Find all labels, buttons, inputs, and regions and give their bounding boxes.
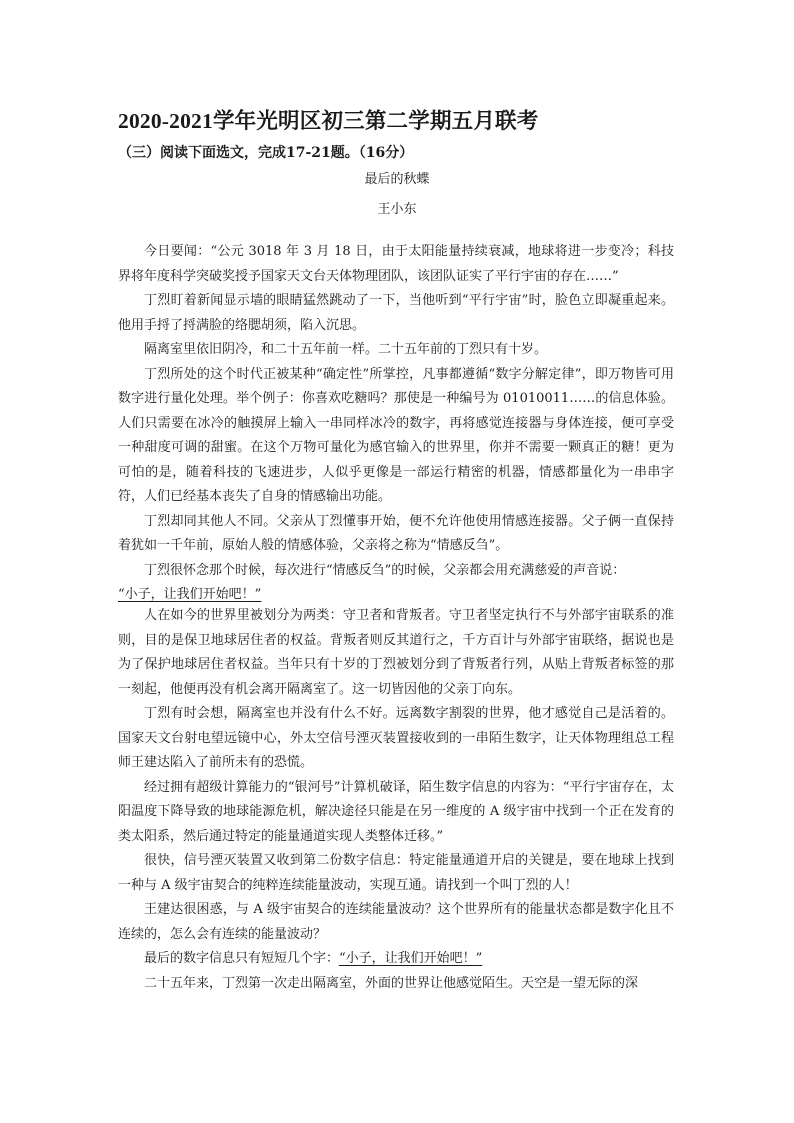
paragraph: 很快，信号湮灭装置又收到第二份数字信息：特定能量通道开启的关键是，要在地球上找到一种与 A 级宇宙契合的纯粹连续能量波动，实现互通。请找到一个叫丁烈的人！ <box>118 853 674 893</box>
paragraph: 二十五年来，丁烈第一次走出隔离室，外面的世界让他感觉陌生。天空是一望无际的深 <box>144 975 639 991</box>
article-body-part-1 <box>118 240 674 608</box>
quote-underlined: “小子，让我们开始吧！” <box>118 587 262 602</box>
paragraph: 丁烈很怀念那个时候，每次进行“情感反刍”的时候，父亲都会用充满慈爱的声音说： <box>144 562 626 578</box>
exam-title: 2020-2021学年光明区初三第二学期五月联考 <box>118 109 539 133</box>
paragraph: 王建达很困惑，与 A 级宇宙契合的连续能量波动？这个世界所有的能量状态都是数字化且不连续的，怎么会有连续的能量波动？ <box>118 902 674 942</box>
section-heading: （三）阅读下面选文，完成17-21题。（16分） <box>118 145 414 161</box>
article-body-part-2 <box>118 604 674 996</box>
paragraph: 丁烈所处的这个时代正被某种“确定性”所掌控，凡事都遵循“数字分解定律”，即万物皆可用数字进行量化处理。举个例子：你喜欢吃糖吗？那使是一种编号为 01010011……的信息体验。人们只需要在冰冷的触摸屏上输入一串同样冰冷的数字，再将感觉连接器与身体连接，便可享受一种甜度可调的甜蜜。在这个万物可量化为感官输入的世界里，你并不需要一颗真正的糖！更为可怕的是，随着科技的飞速进步，人似乎更像是一部运行精密的机器，情感都量化为一串串字符，人们已经基本丧失了自身的情感输出功能。 <box>118 366 674 504</box>
paragraph: 经过拥有超级计算能力的“银河号”计算机破译，陌生数字信息的内容为：“平行宇宙存在，太阳温度下降导致的地球能源危机，解决途径只能是在另一维度的 A 级宇宙中找到一个正在发育的类太阳系，然后通过特定的能量通道实现人类整体迁移。” <box>118 779 674 844</box>
story-title: 最后的秋蝶 <box>364 172 430 187</box>
paragraph: 丁烈有时会想，隔离室也并没有什么不好。远离数字割裂的世界，他才感觉自己是活着的。国家天文台射电望远镜中心，外太空信号湮灭装置接收到的一串陌生数字，让天体物理组总工程师王建达陷入了前所未有的恐慌。 <box>118 706 674 770</box>
paragraph: 丁烈却同其他人不同。父亲从丁烈懂事开始，便不允许他使用情感连接器。父子俩一直保持着犹如一千年前，原始人般的情感体验，父亲将之称为“情感反刍”。 <box>118 513 674 553</box>
paragraph: 今日要闻：“公元 3018 年 3 月 18 日，由于太阳能量持续衰减，地球将进一步变冷；科技界将年度科学突破奖授予国家天文台天体物理团队，该团队证实了平行宇宙的存在……” <box>118 244 674 284</box>
paragraph: 人在如今的世界里被划分为两类：守卫者和背叛者。守卫者坚定执行不与外部宇宙联系的准则，目的是保卫地球居住者的权益。背叛者则反其道行之，千方百计与外部宇宙联络，据说也是为了保护地球居住者权益。当年只有十岁的丁烈被划分到了背叛者行列，从贴上背叛者标签的那一刻起，他便再没有机会离开隔离室了。这一切皆因他的父亲丁向东。 <box>118 608 674 697</box>
quote-underlined: “小子，让我们开始吧！” <box>339 951 483 966</box>
paragraph: 丁烈盯着新闻显示墙的眼睛猛然跳动了一下，当他听到“平行宇宙”时，脸色立即凝重起来。他用手捋了捋满脸的络腮胡须，陷入沉思。 <box>118 293 674 333</box>
paragraph: 最后的数字信息只有短短几个字： <box>144 951 340 966</box>
story-author: 王小东 <box>377 202 417 217</box>
paragraph: 隔离室里依旧阴冷，和二十五年前一样。二十五年前的丁烈只有十岁。 <box>144 342 548 357</box>
